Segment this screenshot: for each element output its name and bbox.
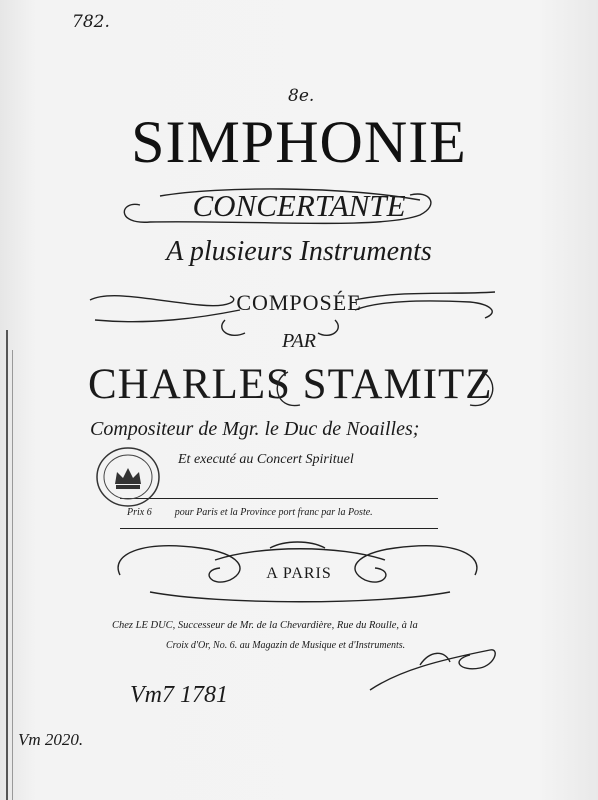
shelfmark: Vm7 1781 xyxy=(130,682,228,708)
subtitle: CONCERTANTE xyxy=(192,188,406,223)
edition-number: 8e. xyxy=(288,86,315,106)
city-label: A PARIS xyxy=(266,565,332,582)
page-title: SIMPHONIE xyxy=(131,109,467,175)
price-label: Prix 6 xyxy=(127,507,152,518)
publisher-line-1: Chez LE DUC, Successeur de Mr. de la Chevardière, Rue du Roulle, à la xyxy=(112,620,418,631)
publisher-line-2: Croix d'Or, No. 6. au Magazin de Musique et d'Instruments. xyxy=(166,640,406,651)
composer-title: Compositeur de Mgr. le Duc de Noailles; xyxy=(90,418,420,440)
par-label: PAR xyxy=(281,330,317,352)
shelfmark-secondary: Vm 2020. xyxy=(18,730,84,749)
composed-label: COMPOSÉE xyxy=(236,290,362,315)
performed-line: Et executé au Concert Spirituel xyxy=(178,452,354,467)
corner-number: 782. xyxy=(72,12,110,32)
price-detail: pour Paris et la Province port franc par la Poste. xyxy=(174,507,373,518)
instruments-line: A plusieurs Instruments xyxy=(166,236,432,267)
composer-name: CHARLES STAMITZ xyxy=(88,361,493,408)
